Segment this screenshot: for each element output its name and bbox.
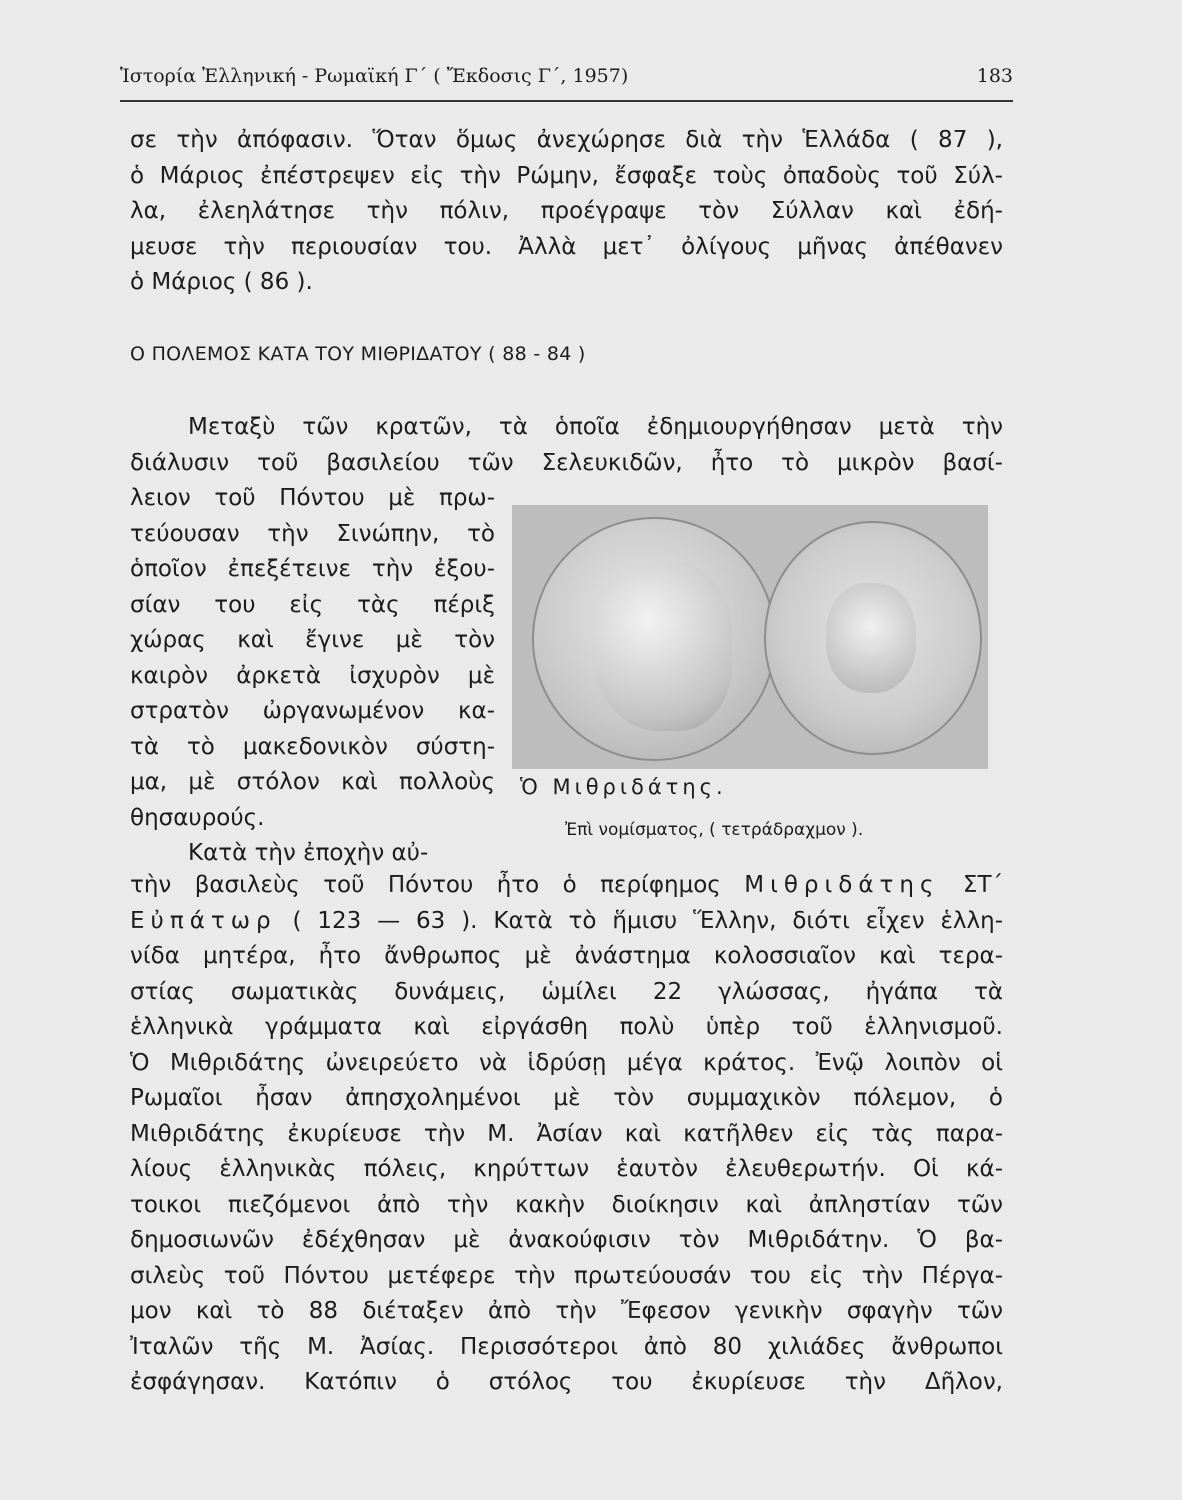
paragraph-2-narrow <box>130 481 495 872</box>
text-line: ὁ Μάριος ( 86 ). <box>130 269 313 295</box>
text-line: λειον τοῦ Πόντου μὲ πρω- <box>130 485 495 511</box>
paragraph-3 <box>130 868 1003 1401</box>
page-number: 183 <box>976 65 1013 87</box>
coin-figure <box>512 505 988 769</box>
text-line: Ὁ Μιθριδάτης ὠνειρεύετο νὰ ἱδρύσῃ μέγα κράτος. Ἐνῷ λοιπὸν οἱ <box>130 1049 1003 1076</box>
portrait-relief <box>592 561 732 731</box>
figure-caption-title: Ὁ Μιθριδάτης. <box>520 775 727 799</box>
text-line: χώρας καὶ ἔγινε μὲ τὸν <box>130 627 495 653</box>
text-line: δημοσιωνῶν ἐδέχθησαν μὲ ἀνακούφισιν τὸν Μιθριδάτην. Ὁ βα- <box>130 1227 1003 1253</box>
text-line: σιλεὺς τοῦ Πόντου μετέφερε τὴν πρωτεύουσάν του εἰς τὴν Πέργα- <box>130 1262 1003 1289</box>
text-line <box>130 904 1003 940</box>
text-line: τὰ τὸ μακεδονικὸν σύστη- <box>130 733 495 760</box>
text-line: νίδα μητέρα, ἦτο ἄνθρωπος μὲ ἀνάστημα κολοσσιαῖον καὶ τερα- <box>130 943 1003 969</box>
figure-caption-sub: Ἐπὶ νομίσματος, ( τετράδραχμον ). <box>565 820 864 840</box>
text-segment: ΣΤ΄ <box>962 872 1003 898</box>
paragraph-2-full <box>130 410 1003 481</box>
text-line: ὁ Μάριος ἐπέστρεψεν εἰς τὴν Ρώμην, ἔσφαξε τοὺς ὀπαδοὺς τοῦ Σύλ- <box>130 162 1003 189</box>
text-line: Ρωμαῖοι ἦσαν ἀπησχολημένοι μὲ τὸν συμμαχικὸν πόλεμον, ὁ <box>130 1085 1003 1111</box>
text-line: λα, ἐλεηλάτησε τὴν πόλιν, προέγραψε τὸν Σύλλαν καὶ ἐδή- <box>130 198 1003 224</box>
text-line: στρατὸν ὠργανωμένον κα- <box>130 698 495 724</box>
text-line: καιρὸν ἀρκετὰ ἰσχυρὸν μὲ <box>130 662 495 689</box>
text-line: θησαυρούς. <box>130 804 265 831</box>
name-mithridates: Μιθριδάτης <box>744 872 940 898</box>
coin-obverse <box>532 517 776 761</box>
text-line: μα, μὲ στόλον καὶ πολλοὺς <box>130 769 495 795</box>
text-line: σίαν του εἰς τὰς πέριξ <box>130 591 495 618</box>
text-segment: ( 123 — 63 ). Κατὰ τὸ ἥμισυ Ἕλλην, διότι εἶχεν ἑλλη- <box>292 907 1004 934</box>
reverse-relief <box>826 583 916 693</box>
text-line: ὁποῖον ἐπεξέτεινε τὴν ἐξου- <box>130 556 495 582</box>
text-line: Κατὰ τὴν ἐποχὴν αὐ- <box>188 840 429 866</box>
name-eupator: Εὐπάτωρ <box>130 907 277 934</box>
text-line: λίους ἑλληνικὰς πόλεις, κηρύττων ἑαυτὸν ἐλευθερωτήν. Οἱ κά- <box>130 1156 1003 1182</box>
coin-reverse <box>764 521 982 755</box>
text-line <box>130 868 1003 904</box>
text-line: σε τὴν ἀπόφασιν. Ὅταν ὅμως ἀνεχώρησε διὰ τὴν Ἑλλάδα ( 87 ), <box>130 127 1003 153</box>
text-line: στίας σωματικὰς δυνάμεις, ὡμίλει 22 γλώσσας, ἠγάπα τὰ <box>130 978 1003 1005</box>
paragraph-1 <box>130 123 1003 301</box>
text-line: Ἰταλῶν τῆς Μ. Ἀσίας. Περισσότεροι ἀπὸ 80 χιλιάδες ἄνθρωποι <box>130 1333 1003 1360</box>
running-header <box>120 62 1013 102</box>
text-line: διάλυσιν τοῦ βασιλείου τῶν Σελευκιδῶν, ἦτο τὸ μικρὸν βασί- <box>130 449 1003 476</box>
text-line: μον καὶ τὸ 88 διέταξεν ἀπὸ τὴν Ἔφεσον γενικὴν σφαγὴν τῶν <box>130 1298 1003 1324</box>
text-line: τοικοι πιεζόμενοι ἀπὸ τὴν κακὴν διοίκησιν καὶ ἀπληστίαν τῶν <box>130 1191 1003 1218</box>
text-line: τεύουσαν τὴν Σινώπην, τὸ <box>130 520 495 547</box>
text-line: ἐσφάγησαν. Κατόπιν ὁ στόλος του ἐκυρίευσε τὴν Δῆλον, <box>130 1369 1003 1395</box>
text-line: ἑλληνικὰ γράμματα καὶ εἰργάσθη πολὺ ὑπὲρ τοῦ ἑλληνισμοῦ. <box>130 1014 1003 1040</box>
header-title: Ἱστορία Ἑλληνική - Ρωμαϊκή Γ΄ ( Ἔκδοσις Γ΄, 1957) <box>120 65 629 87</box>
text-segment: τὴν βασιλεὺς τοῦ Πόντου ἦτο ὁ περίφημος <box>130 872 721 898</box>
text-line: Μιθριδάτης ἐκυρίευσε τὴν Μ. Ἀσίαν καὶ κατῆλθεν εἰς τὰς παρα- <box>130 1120 1003 1147</box>
text-line: Μεταξὺ τῶν κρατῶν, τὰ ὁποῖα ἐδημιουργήθησαν μετὰ τὴν <box>188 414 1003 440</box>
text-line: μευσε τὴν περιουσίαν του. Ἀλλὰ μετ᾽ ὀλίγους μῆνας ἀπέθανεν <box>130 233 1003 260</box>
section-heading: Ο ΠΟΛΕΜΟΣ ΚΑΤΑ ΤΟΥ ΜΙΘΡΙΔΑΤΟΥ ( 88 - 84 ) <box>130 343 586 365</box>
